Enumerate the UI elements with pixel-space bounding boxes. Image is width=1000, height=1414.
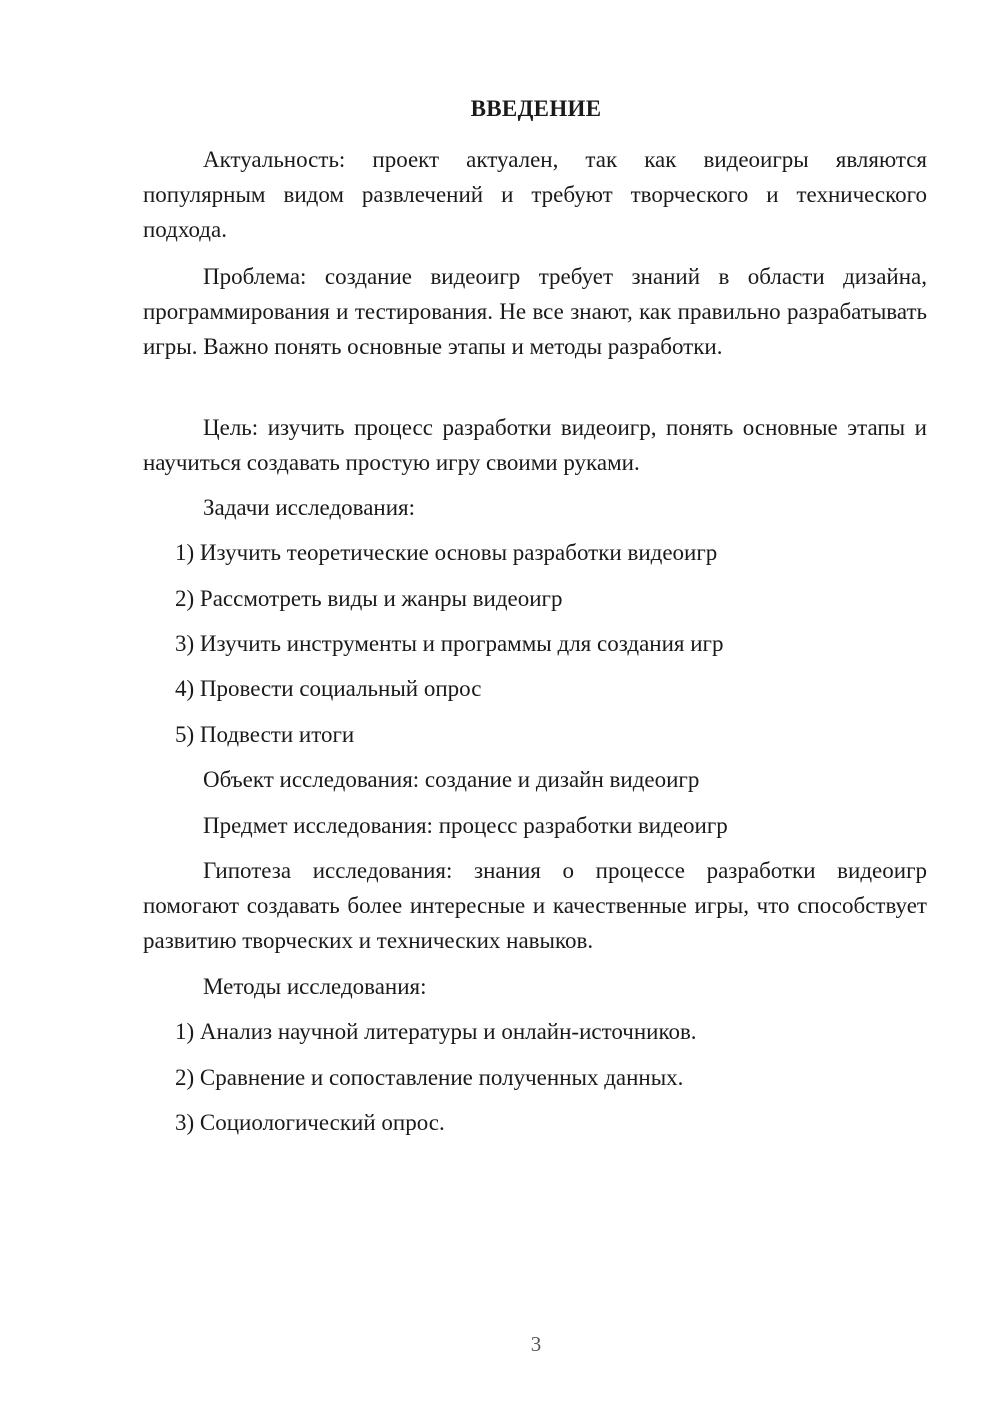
object-line: Объект исследования: создание и дизайн видеоигр <box>203 767 700 792</box>
task-item-4: 4) Провести социальный опрос <box>175 676 482 701</box>
tasks-heading: Задачи исследования: <box>203 495 416 520</box>
method-item-3: 3) Социологический опрос. <box>175 1110 445 1135</box>
task-item-3: 3) Изучить инструменты и программы для создания игр <box>175 631 724 656</box>
page-number: 3 <box>530 1332 542 1356</box>
methods-heading: Методы исследования: <box>203 974 427 999</box>
method-item-1: 1) Анализ научной литературы и онлайн-источников. <box>175 1019 697 1044</box>
relevance-paragraph: Актуальность: проект актуален, так как видеоигры являются популярным видом развлечений и требуют творческого и технического подхода. <box>143 147 927 242</box>
hypothesis-paragraph: Гипотеза исследования: знания о процессе разработки видеоигр помогают создавать более интересные и качественные игры, что способствует развитию творческих и технических навыков. <box>143 858 927 953</box>
task-item-2: 2) Рассмотреть виды и жанры видеоигр <box>175 586 563 611</box>
page-title: ВВЕДЕНИЕ <box>470 96 602 121</box>
goal-paragraph: Цель: изучить процесс разработки видеоигр, понять основные этапы и научиться создавать простую игру своими руками. <box>143 415 927 475</box>
method-item-2: 2) Сравнение и сопоставление полученных данных. <box>175 1065 684 1090</box>
subject-line: Предмет исследования: процесс разработки видеоигр <box>203 813 728 838</box>
problem-paragraph: Проблема: создание видеоигр требует знаний в области дизайна, программирования и тестирования. Не все знают, как правильно разрабатывать игры. Важно понять основные этапы и методы разработки. <box>143 264 927 359</box>
task-item-5: 5) Подвести итоги <box>175 722 355 747</box>
task-item-1: 1) Изучить теоретические основы разработки видеоигр <box>175 540 718 565</box>
